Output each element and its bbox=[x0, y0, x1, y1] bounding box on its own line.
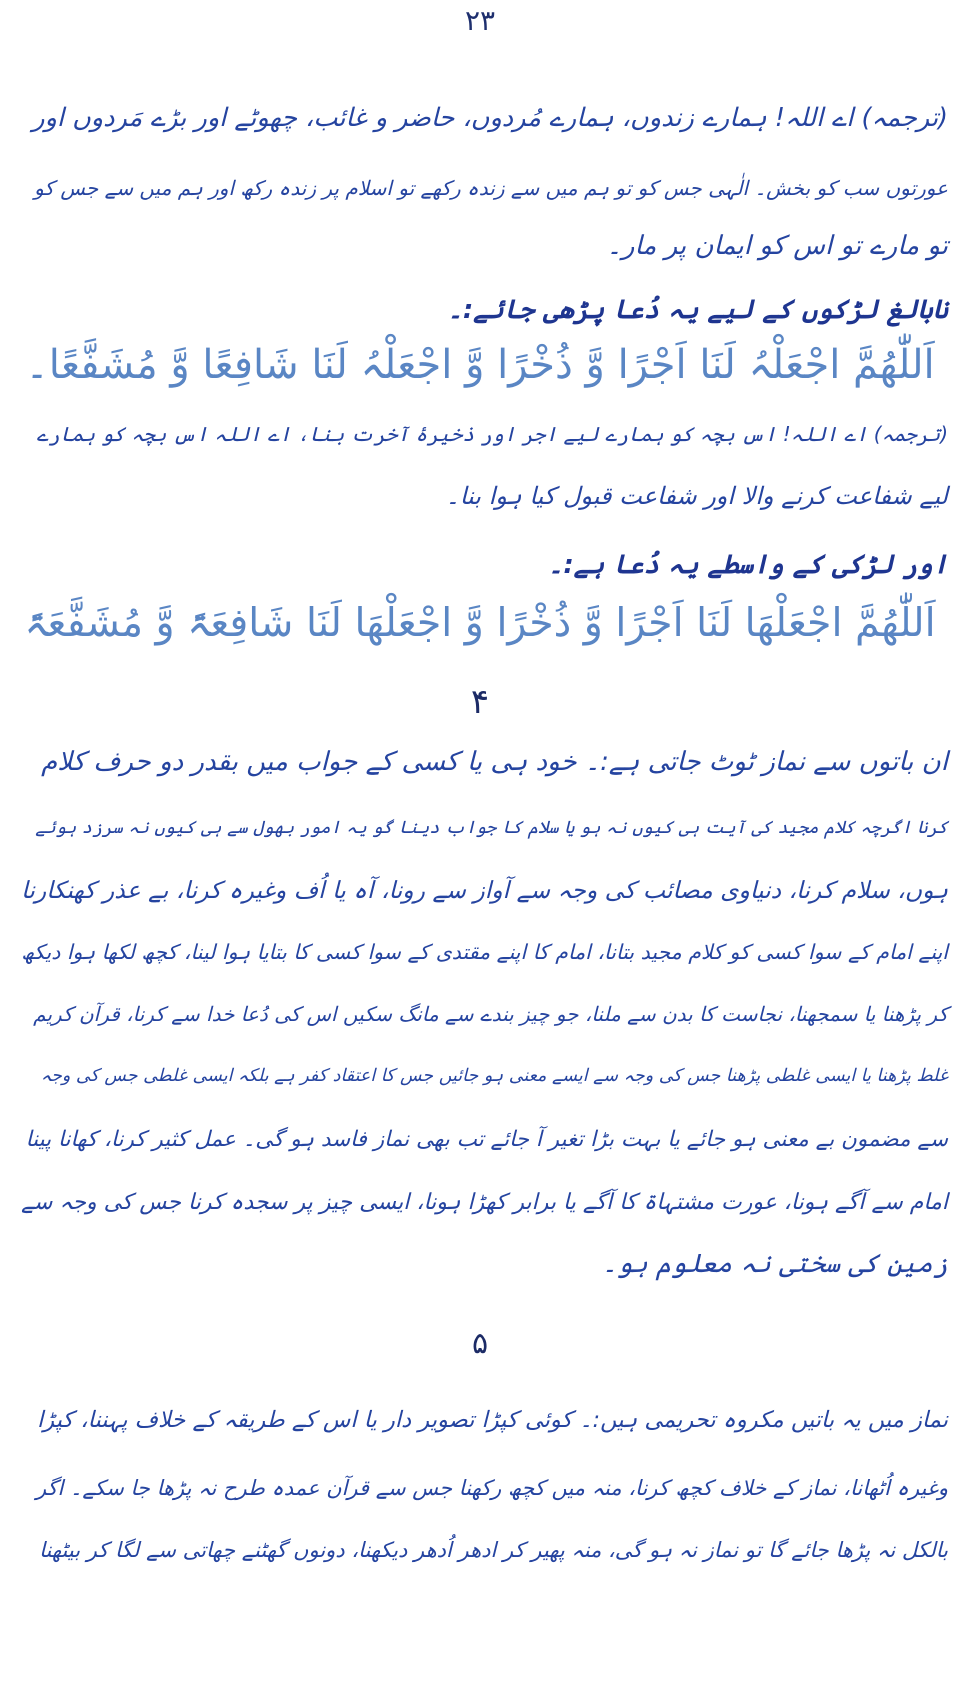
paragraph-line: زمین کی سختی نہ معلوم ہو۔ bbox=[601, 1249, 948, 1279]
paragraph-line: نماز میں یہ باتیں مکروہ تحریمی ہیں:۔ کوئی کپڑا تصویر دار یا اس کے طریقہ کے خلاف پہننا، کپڑا bbox=[37, 1407, 948, 1433]
paragraph-line: کرنا اگرچہ کلام مجید کی آیت ہی کیوں نہ ہو یا سلام کا جواب دینا گو یہ امور بھول سے ہی کیوں نہ سرزد ہوئے bbox=[35, 818, 948, 838]
translation-line: (ترجمہ) اے اللہ! اس بچہ کو ہمارے لیے اجر اور ذخیرۂ آخرت بنا، اے اللہ اس بچہ کو ہمارے bbox=[36, 422, 948, 446]
heading-girl-dua: اور لڑکی کے واسطے یہ دُعا ہے:۔ bbox=[548, 550, 948, 580]
paragraph-line: سے مضمون بے معنی ہو جائے یا بہت بڑا تغیر آ جائے تب بھی نماز فاسد ہو گی۔ عمل کثیر کرنا، کھانا پینا bbox=[25, 1127, 948, 1152]
heading-boy-dua: نابالغ لڑکوں کے لیے یہ دُعا پڑھی جائے:۔ bbox=[447, 295, 948, 325]
arabic-dua-boy: اَللّٰھُمَّ اجْعَلْہُ لَنَا اَجْرًا وَّ ذُخْرًا وَّ اجْعَلْہُ لَنَا شَافِعًا وَّ مُشَفَّعًا۔ bbox=[25, 342, 935, 388]
translation-line: لیے شفاعت کرنے والا اور شفاعت قبول کیا ہوا بنا۔ bbox=[445, 482, 948, 510]
section-number: ۵ bbox=[471, 1326, 489, 1361]
arabic-dua-girl: اَللّٰھُمَّ اجْعَلْھَا لَنَا اَجْرًا وَّ ذُخْرًا وَّ اجْعَلْھَا لَنَا شَافِعَۃً وَّ مُشَفَّعَۃً bbox=[24, 600, 936, 646]
paragraph-line: غلط پڑھنا یا ایسی غلطی پڑھنا جس کی وجہ سے ایسے معنی ہو جائیں جس کا اعتقاد کفر ہے بلکہ ایسی غلطی جس کی وجہ bbox=[40, 1066, 948, 1086]
section-number: ۴ bbox=[470, 682, 490, 722]
paragraph-line: اپنے امام کے سوا کسی کو کلام مجید بتانا، امام کا اپنے مقتدی کے سوا کسی کا بتایا ہوا لینا، کچھ لکھا ہوا دیکھ bbox=[21, 940, 948, 964]
translation-line: تو مارے تو اس کو ایمان پر مار۔ bbox=[606, 231, 948, 261]
paragraph-line: ہوں، سلام کرنا، دنیاوی مصائب کی وجہ سے آواز سے رونا، آہ یا اُف وغیرہ کرنا، بے عذر کھنکارنا bbox=[21, 876, 948, 904]
paragraph-line: کر پڑھنا یا سمجھنا، نجاست کا بدن سے ملنا، جو چیز بندے سے مانگ سکیں اس کی دُعا خدا سے کرنا، قرآن کریم bbox=[33, 1002, 948, 1026]
paragraph-line: امام سے آگے ہونا، عورت مشتہاۃ کا آگے یا برابر کھڑا ہونا، ایسی چیز پر سجدہ کرنا جس کی وجہ سے bbox=[21, 1190, 948, 1215]
paragraph-line: بالکل نہ پڑھا جائے گا تو نماز نہ ہو گی، منہ پھیر کر ادھر اُدھر دیکھنا، دونوں گھٹنے چھاتی سے لگا کر بیٹھنا bbox=[39, 1538, 948, 1562]
paragraph-line: ان باتوں سے نماز ٹوٹ جاتی ہے:۔ خود ہی یا کسی کے جواب میں بقدر دو حرف کلام bbox=[41, 747, 948, 777]
translation-line: (ترجمہ) اے اللہ! ہمارے زندوں، ہمارے مُردوں، حاضر و غائب، چھوٹے اور بڑے مَردوں اور bbox=[32, 103, 948, 133]
page-number: ۲۳ bbox=[464, 4, 496, 37]
translation-line: عورتوں سب کو بخش۔ الٰہی جس کو تو ہم میں سے زندہ رکھے تو اسلام پر زندہ رکھ اور ہم میں سے جس کو bbox=[34, 176, 948, 200]
paragraph-line: وغیرہ اُٹھانا، نماز کے خلاف کچھ کرنا، منہ میں کچھ رکھنا جس سے قرآن عمدہ طرح نہ پڑھا جا سکے۔ اگر bbox=[35, 1476, 948, 1500]
